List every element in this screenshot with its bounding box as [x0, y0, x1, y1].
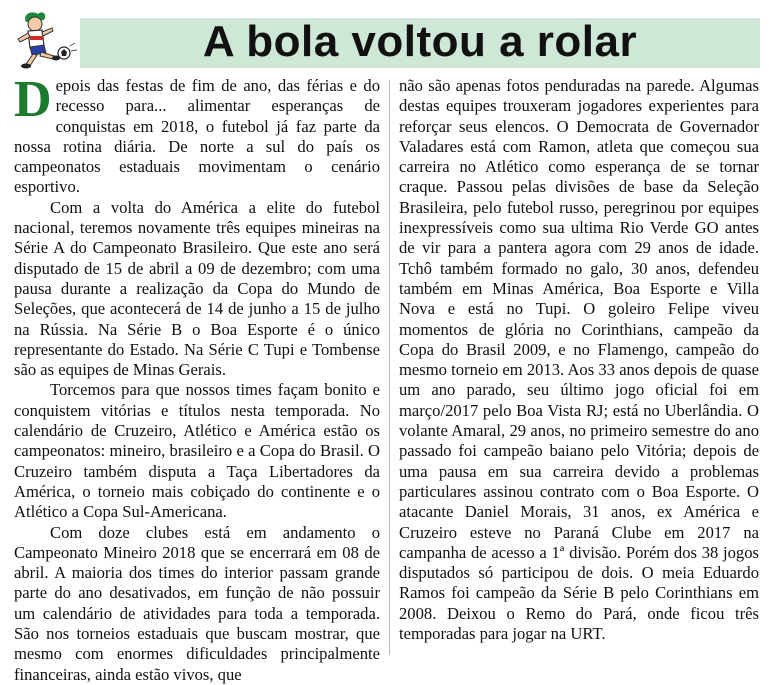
soccer-player-kicking-ball-icon — [8, 8, 78, 70]
article-paragraph-4: Com doze clubes está em andamento o Campeonato Mineiro 2018 que se encerrará em 08 de abril. A maioria dos times do interior passam grande parte do ano desativados, em função de não possuir um calendário de atividades para toda a temporada. São nos torneios estaduais que buscam mostrar, que mesmo com enormes dificuldades principalmente financeiras, ainda estão vivos, que — [14, 522, 380, 684]
drop-cap: D — [14, 71, 52, 128]
article-paragraph-5: não são apenas fotos penduradas na parede. Algumas destas equipes trouxeram jogadores experientes para reforçar seus elencos. O Democrata de Governador Valadares está com Ramon, atleta que começou sua carreira no Atlético como esperança de se tornar craque. Passou pelas divisões de base da Seleção Brasileira, pelo futebol russo, peregrinou por equipes inexpressíveis como sua ultima Rio Verde GO antes de vir para a pantera agora com 29 anos de idade. Tchô também formado no galo, 30 anos, defendeu também em Minas América, Boa Esporte e Villa Nova e está no Tupi. O goleiro Felipe viveu momentos de glória no Corinthians, campeão da Copa do Brasil 2009, e no Flamengo, campeão do mesmo torneio em 2013. Aos 33 anos depois de quase um ano parado, seu último jogo oficial foi em março/2017 pelo Boa Vista RJ; está no Uberlândia. O volante Amaral, 29 anos, no primeiro semestre do ano passado foi campeão baiano pelo Vitória; depois de uma pausa em sua carreira devido a problemas particulares assinou contrato com o Boa Esporte. O atacante Daniel Morais, 31 anos, ex América e Cruzeiro esteve no Paraná Clube em 2017 na campanha de acesso a 1ª divisão. Porém dos 38 jogos disputados só participou de dois. O meia Eduardo Ramos foi campeão da Série B pelo Corinthians em 2008. Deixou o Remo do Pará, onde ficou três temporadas para jogar na URT. — [399, 76, 759, 644]
article-column-left — [14, 71, 380, 685]
article-paragraph-3: Torcemos para que nossos times façam bonito e conquistem vitórias e títulos nesta temporada. No calendário de Cruzeiro, Atlético e América estão os campeonatos: mineiro, brasileiro e a Copa do Brasil. O Cruzeiro também disputa a Taça Libertadores da América, o torneio mais cobiçado do continente e o Atlético a Copa Sul-Americana. — [14, 380, 380, 522]
article-column-right — [399, 76, 759, 644]
article-paragraph-2: Com a volta do América a elite do futebol nacional, teremos novamente três equipes mineiras na Série A do Campeonato Brasileiro. Que este ano será disputado de 15 de abril a 09 de dezembro; com uma pausa durante a realização da Copa do Mundo de Seleções, que acontecerá de 14 de junho a 15 de julho na Rússia. Na Série B o Boa Esporte é o único representante do Estado. Na Série C Tupi e Tombense são as equipes de Minas Gerais. — [14, 197, 380, 380]
page-title: A bola voltou a rolar — [202, 17, 638, 66]
article-paragraph-1 — [14, 71, 380, 198]
column-divider — [389, 80, 390, 655]
paragraph-1-text: epois das festas de fim de ano, das férias e do recesso para... alimentar esperanças de conquistas em 2018, o futebol já faz parte da nossa rotina diária. De norte a sul do país os campeonatos estaduais movimentam o cenário esportivo. — [14, 76, 380, 197]
